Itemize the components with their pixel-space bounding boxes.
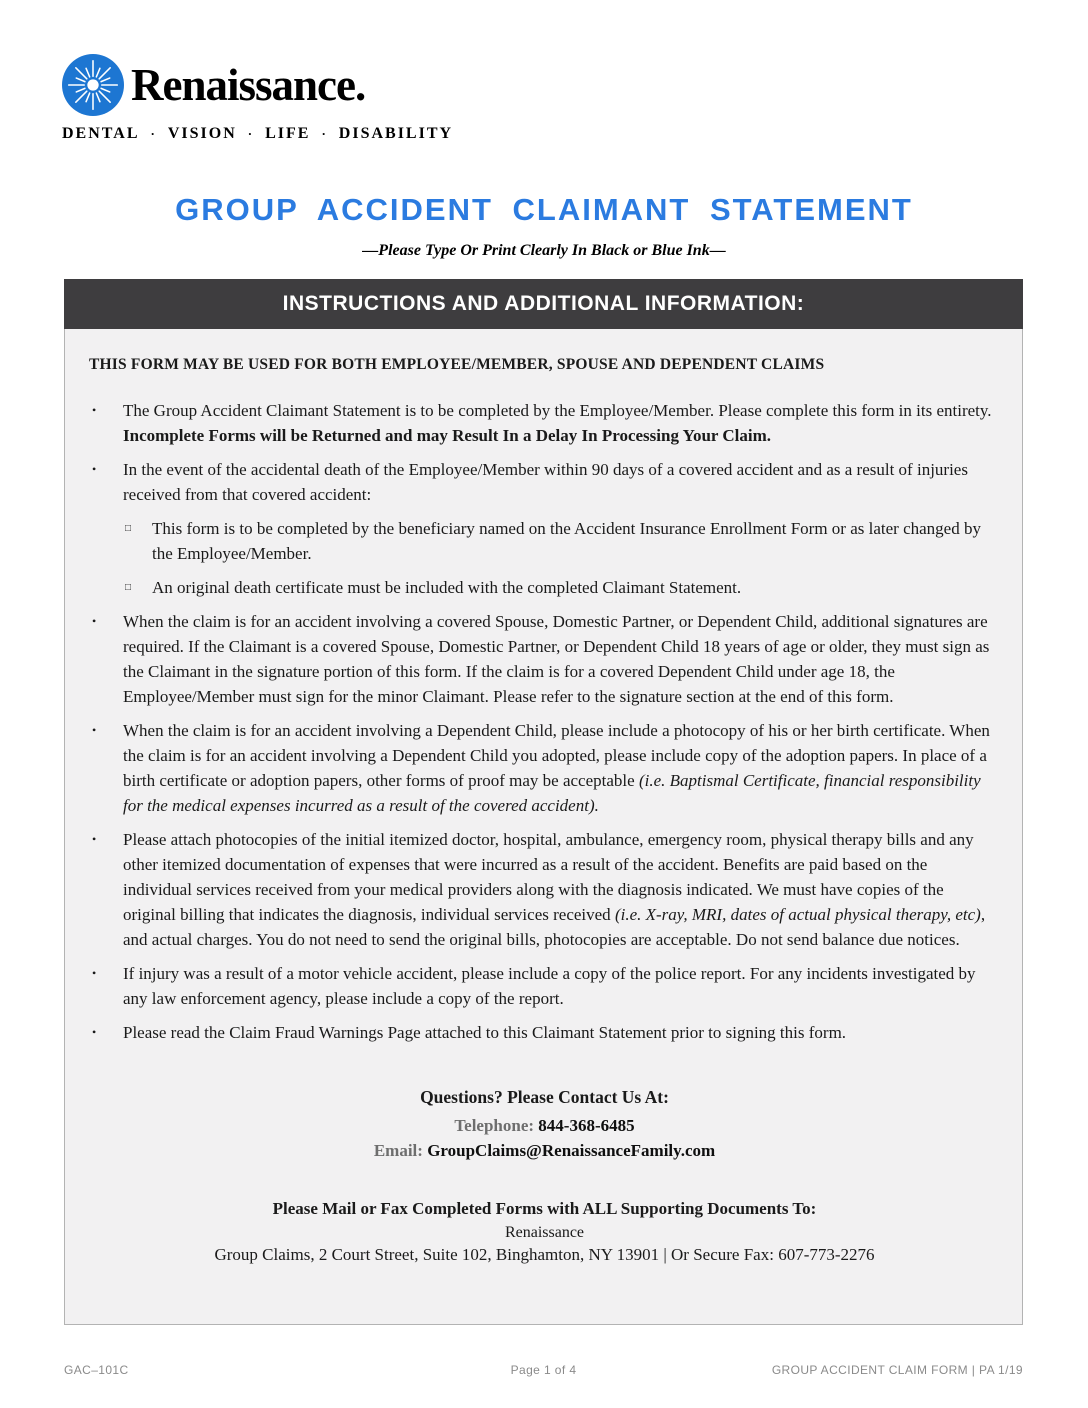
mailing-heading: Please Mail or Fax Completed Forms with ALL Supporting Documents To: (272, 1199, 817, 1218)
brand-name: Renaissance. (131, 60, 366, 110)
brand-tagline (62, 125, 453, 143)
dot-bullet-icon: • (92, 966, 97, 980)
dot-bullet-icon: • (92, 832, 97, 846)
email-line (89, 1138, 1000, 1163)
page-footer (64, 1363, 1023, 1377)
dot-bullet-icon: • (92, 403, 97, 417)
telephone-label: Telephone: (454, 1116, 535, 1135)
dot-bullet-icon: • (92, 614, 97, 628)
bullet-text: When the claim is for an accident involving a covered Spouse, Domestic Partner, or Dependent Child, additional signatures are required. If the Claimant is a covered Spouse, Domestic Partner, or Dependent Child 18 years of age or older, they must sign as the Claimant in the signature portion of this form. If the claim is for a covered Dependent Child under age 18, the Employee/Member must sign for the minor Claimant. Please refer to the signature section at the end of this form. (123, 612, 990, 706)
bullet-item (89, 609, 1000, 709)
tagline-item: DISABILITY (338, 125, 454, 142)
mailing-address: Group Claims, 2 Court Street, Suite 102, Binghamton, NY 13901 | Or Secure Fax: 607-773-2276 (214, 1245, 875, 1264)
page-number: Page 1 of 4 (510, 1363, 577, 1377)
renaissance-starburst-icon (62, 54, 124, 116)
instructions-box (64, 329, 1023, 1325)
sub-bullet-item (89, 516, 1000, 566)
telephone-number: 844-368-6485 (538, 1116, 635, 1135)
page-title: GROUP ACCIDENT CLAIMANT STATEMENT (175, 192, 913, 227)
bullet-item (89, 718, 1000, 818)
square-bullet-icon: □ (125, 582, 132, 593)
tagline-item: DENTAL (62, 125, 140, 142)
telephone-line (89, 1113, 1000, 1138)
dot-bullet-icon: • (92, 462, 97, 476)
dot-bullet-icon: • (92, 1025, 97, 1039)
footer-form-title: GROUP ACCIDENT CLAIM FORM | PA 1/19 (771, 1363, 1024, 1377)
bullet-text: If injury was a result of a motor vehicle accident, please include a copy of the police report. For any incidents investigated by any law enforcement agency, please include a copy of the report. (123, 964, 976, 1008)
mailing-company: Renaissance (504, 1224, 585, 1241)
dot-bullet-icon: • (92, 723, 97, 737)
tagline-item: LIFE (265, 125, 311, 142)
bullet-text: Please read the Claim Fraud Warnings Page attached to this Claimant Statement prior to signing this form. (123, 1023, 847, 1042)
bullet-text: The Group Accident Claimant Statement is to be completed by the Employee/Member. Please complete this form in its entirety. Incomplete Forms will be Returned and may Result In a Delay In Processing Your Claim. (123, 401, 992, 445)
sub-bullet-item (89, 575, 1000, 600)
bullet-item (89, 1020, 1000, 1045)
instructions-header-bar: INSTRUCTIONS AND ADDITIONAL INFORMATION: (64, 279, 1023, 329)
bullet-text: When the claim is for an accident involving a Dependent Child, please include a photocopy of his or her birth certificate. When the claim is for an accident involving a Dependent Child you adopted, please include copy of the adoption papers. In place of a birth certificate or adoption papers, other forms of proof may be acceptable (i.e. Baptismal Certificate, financial responsibility for the medical expenses incurred as a result of the covered accident). (123, 721, 990, 815)
brand-header (62, 54, 453, 143)
intro-line: THIS FORM MAY BE USED FOR BOTH EMPLOYEE/MEMBER, SPOUSE AND DEPENDENT CLAIMS (89, 356, 825, 373)
bullet-text: Please attach photocopies of the initial itemized doctor, hospital, ambulance, emergency room, physical therapy bills and any other itemized documentation of expenses that were incurred as a result of the accident. Benefits are paid based on the individual services received from your medical providers along with the diagnosis indicated. We must have copies of the original billing that indicates the diagnosis, individual services received (i.e. X-ray, MRI, dates of actual physical therapy, etc), and actual charges. You do not need to send the original bills, photocopies are acceptable. Do not send balance due notices. (123, 830, 986, 949)
square-bullet-icon: □ (125, 523, 132, 534)
contact-block (89, 1087, 1000, 1163)
instruction-bullet-list (89, 398, 1000, 1045)
bullet-item (89, 398, 1000, 448)
email-address: GroupClaims@RenaissanceFamily.com (427, 1141, 716, 1160)
tagline-separator: · (150, 126, 157, 141)
tagline-separator: · (321, 126, 328, 141)
tagline-item: VISION (167, 125, 237, 142)
bullet-item (89, 827, 1000, 952)
tagline-separator: · (247, 126, 255, 141)
bullet-text: An original death certificate must be included with the completed Claimant Statement. (152, 578, 742, 597)
bullet-item (89, 457, 1000, 507)
mailing-block (89, 1199, 1000, 1265)
bullet-text: In the event of the accidental death of the Employee/Member within 90 days of a covered accident and as a result of injuries received from that covered accident: (123, 460, 968, 504)
form-number: GAC–101C (64, 1363, 129, 1377)
email-label: Email: (373, 1141, 423, 1160)
contact-heading: Questions? Please Contact Us At: (420, 1087, 669, 1107)
bullet-item (89, 961, 1000, 1011)
page-subtitle: —Please Type Or Print Clearly In Black or Blue Ink— (362, 242, 726, 259)
bullet-text: This form is to be completed by the beneficiary named on the Accident Insurance Enrollment Form or as later changed by the Employee/Member. (152, 519, 981, 563)
